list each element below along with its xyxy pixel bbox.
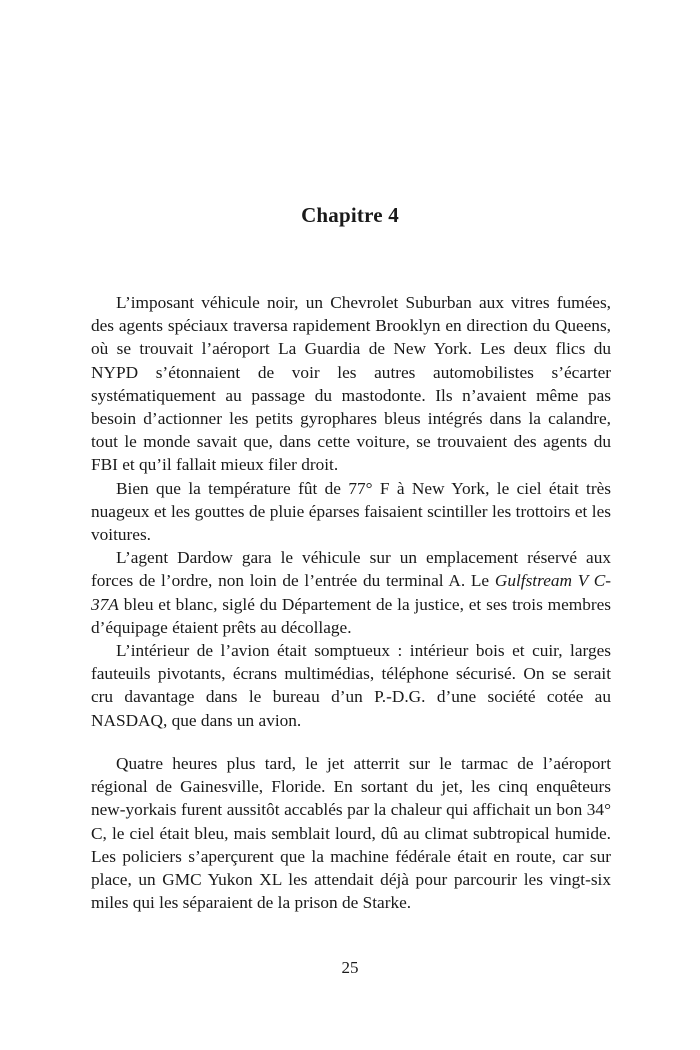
page-number: 25 (341, 958, 359, 977)
terminal-text-end: bleu et blanc, siglé du Département de la justice, et ses trois membres d’équipage étaient prêts au décollage. (91, 594, 611, 637)
paragraph-weather: Bien que la température fût de 77° F à New York, le ciel était très nuageux et les gouttes de pluie éparses faisaient scintiller les trottoirs et les voitures. (91, 478, 611, 545)
chapter-title: Chapitre 4 (301, 203, 399, 227)
terminal-text-start: L’agent Dardow gara le véhicule sur un emplacement réservé aux forces de l’ordre, non loin de l’entrée du terminal A. Le (91, 548, 611, 591)
plane-model: Gulfstream V C-37A (91, 571, 611, 614)
paragraph-terminal (91, 546, 611, 639)
section-2 (91, 752, 611, 914)
paragraph-suburban: L’imposant véhicule noir, un Chevrolet Suburban aux vitres fumées, des agents spéciaux traversa rapidement Brooklyn en direction du Queens, où se trouvait l’aéroport La Guardia de New York. Les deux flics du NYPD s’étonnaient de voir les autres automobilistes s’écarter systématiquement au passage du mastodonte. Ils n’avaient même pas besoin d’actionner les petits gyrophares bleus intégrés dans la calandre, tout le monde savait que, dans cette voiture, se trouvaient des agents du FBI et qu’il fallait mieux filer droit. (91, 293, 611, 475)
paragraph-cabin: L’intérieur de l’avion était somptueux : intérieur bois et cuir, larges fauteuils pivotants, écrans multimédias, téléphone sécurisé. On se serait cru davantage dans le bureau d’un P.-D.G. d’une société cotée au NASDAQ, que dans un avion. (91, 641, 611, 730)
section-1 (91, 291, 611, 732)
paragraph-gainesville: Quatre heures plus tard, le jet atterrit sur le tarmac de l’aéroport régional de Gainesville, Floride. En sortant du jet, les cinq enquêteurs new-yorkais furent aussitôt accablés par la chaleur qui affichait un bon 34° C, le ciel était bleu, mais semblait lourd, dû au climat subtropical humide. Les policiers s’aperçurent que la machine fédérale était en route, car sur place, un GMC Yukon XL les attendait déjà pour parcourir les vingt-six miles qui les séparaient de la prison de Starke. (91, 754, 611, 913)
